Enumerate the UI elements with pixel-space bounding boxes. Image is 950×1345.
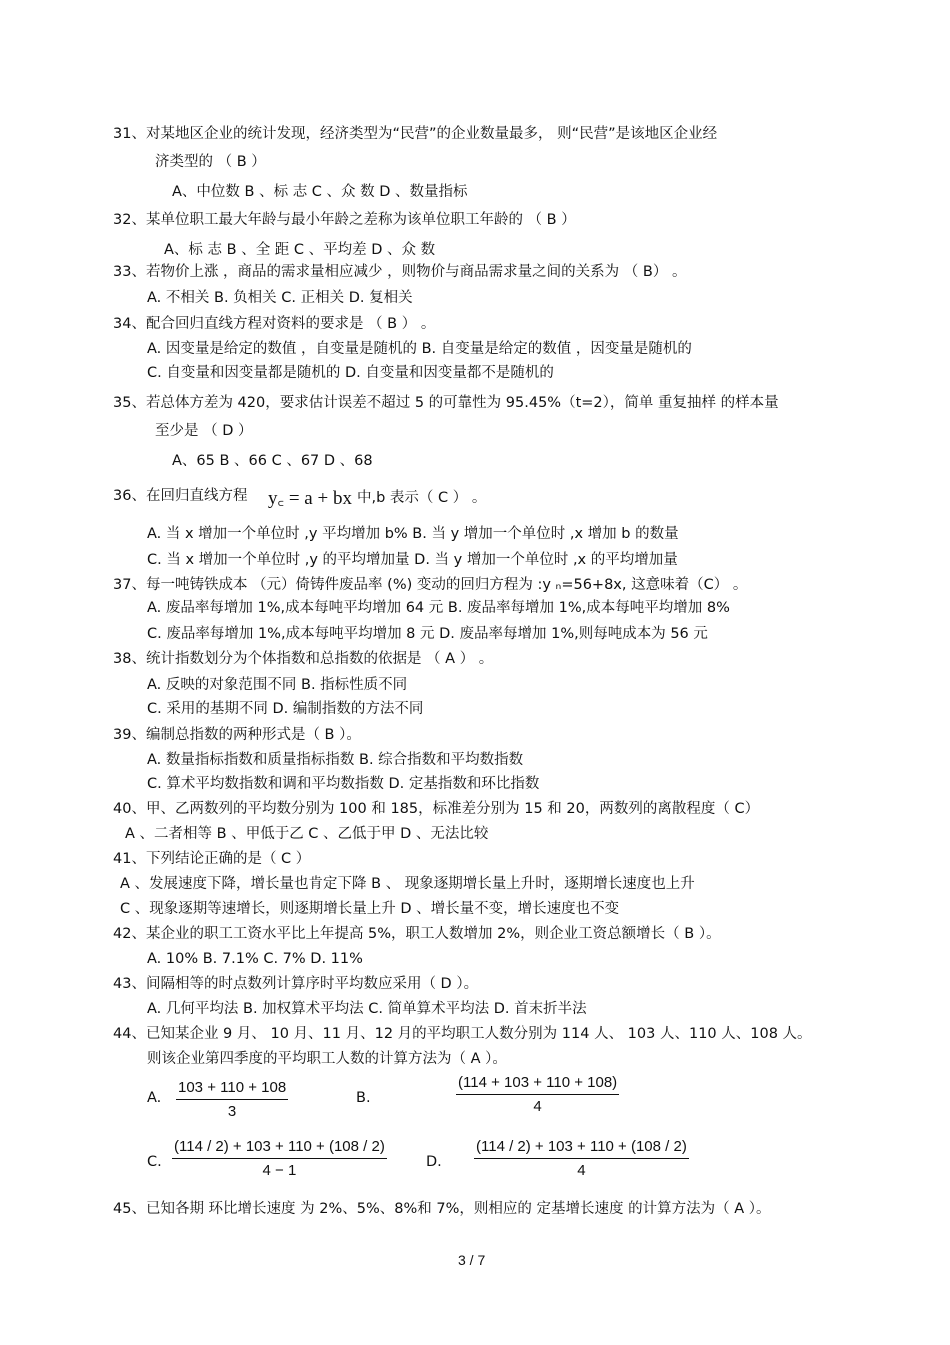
text-line: 济类型的 （ B ） (155, 154, 266, 170)
formula-fraction (474, 1138, 689, 1179)
text-line: 35、若总体方差为 420，要求估计误差不超过 5 的可靠性为 95.45%（t=2），简单 重复抽样 的样本量 (113, 395, 779, 411)
text-line: A. 废品率每增加 1%,成本每吨平均增加 64 元 B. 废品率每增加 1%,成本每吨平均增加 8% (147, 600, 730, 616)
text-line: 39、编制总指数的两种形式是（ B ）。 (113, 727, 361, 743)
equation-text: y꜀ = a + bx (268, 488, 352, 509)
text-line: A 、发展速度下降，增长量也肯定下降 B 、 现象逐期增长量上升时，逐期增长速度也上升 (120, 876, 695, 892)
text-line: A、标 志 B 、全 距 C 、平均差 D 、众 数 (164, 242, 436, 258)
text-line: C. 废品率每增加 1%,成本每吨平均增加 8 元 D. 废品率每增加 1%,则每吨成本为 56 元 (147, 626, 708, 642)
text-line: 41、下列结论正确的是（ C ） (113, 851, 311, 867)
text-line: 中,b 表示（ C ） 。 (357, 490, 487, 506)
text-line: A. 因变量是给定的数值 ，自变量是随机的 B. 自变量是给定的数值 ，因变量是随机的 (147, 341, 692, 357)
text-line: C. (147, 1154, 162, 1170)
text-line: 33、若物价上涨 ，商品的需求量相应减少 ，则物价与商品需求量之间的关系为 （ B） 。 (113, 264, 687, 280)
formula-fraction (176, 1079, 288, 1120)
text-line: 43、间隔相等的时点数列计算序时平均数应采用（ D ）。 (113, 976, 479, 992)
text-line: 34、配合回归直线方程对资料的要求是 （ B ） 。 (113, 316, 436, 332)
text-line: C. 当 x 增加一个单位时 ,y 的平均增加量 D. 当 y 增加一个单位时 ,x 的平均增加量 (147, 552, 678, 568)
text-line: 36、在回归直线方程 (113, 488, 248, 504)
fraction-denominator: 4 (577, 1162, 586, 1179)
regression-equation (268, 484, 352, 510)
fraction-numerator: (114 / 2) + 103 + 110 + (108 / 2) (474, 1138, 689, 1159)
text-line: C. 采用的基期不同 D. 编制指数的方法不同 (147, 701, 424, 717)
text-line: A、65 B 、66 C 、67 D 、68 (172, 453, 373, 469)
text-line: 38、统计指数划分为个体指数和总指数的依据是 （ A ） 。 (113, 651, 494, 667)
text-line: C 、现象逐期等速增长，则逐期增长量上升 D 、增长量不变，增长速度也不变 (120, 901, 620, 917)
fraction-denominator: 4 − 1 (262, 1162, 297, 1179)
text-line: 44、已知某企业 9 月、 10 月、11 月、12 月的平均职工人数分别为 114 人、 103 人、110 人、108 人。 (113, 1026, 812, 1042)
text-line: D. (426, 1154, 442, 1170)
fraction-numerator: (114 + 103 + 110 + 108) (456, 1074, 619, 1095)
text-line: 40、甲、乙两数列的平均数分别为 100 和 185，标准差分别为 15 和 20，两数列的离散程度（ C） (113, 801, 760, 817)
text-line: A. 几何平均法 B. 加权算术平均法 C. 简单算术平均法 D. 首末折半法 (147, 1001, 587, 1017)
text-line: 42、某企业的职工工资水平比上年提高 5%，职工人数增加 2%，则企业工资总额增长（ B ）。 (113, 926, 721, 942)
text-line: A 、二者相等 B 、甲低于乙 C 、乙低于甲 D 、无法比较 (125, 826, 489, 842)
text-line: A、中位数 B 、标 志 C 、众 数 D 、数量指标 (172, 184, 468, 200)
fraction-denominator: 4 (533, 1098, 542, 1115)
page-number: 3 / 7 (458, 1252, 486, 1268)
text-line: A. 反映的对象范围不同 B. 指标性质不同 (147, 677, 408, 693)
fraction-denominator: 3 (227, 1103, 237, 1120)
text-line: 32、某单位职工最大年龄与最小年龄之差称为该单位职工年龄的 （ B ） (113, 212, 576, 228)
text-line: A. 10% B. 7.1% C. 7% D. 11% (147, 951, 363, 967)
fraction-numerator: (114 / 2) + 103 + 110 + (108 / 2) (172, 1138, 387, 1159)
text-line: A. (147, 1090, 162, 1106)
text-line: C. 自变量和因变量都是随机的 D. 自变量和因变量都不是随机的 (147, 365, 554, 381)
text-line: 31、对某地区企业的统计发现，经济类型为“民营”的企业数量最多， 则“民营”是该地区企业经 (113, 126, 718, 142)
text-line: 45、已知各期 环比增长速度 为 2%、5%、8%和 7%，则相应的 定基增长速度 的计算方法为（ A ）。 (113, 1201, 771, 1217)
text-line: A. 不相关 B. 负相关 C. 正相关 D. 复相关 (147, 290, 413, 306)
text-line: B. (356, 1090, 371, 1106)
formula-fraction (172, 1138, 387, 1179)
text-line: 至少是 （ D ） (155, 423, 253, 439)
text-line: 则该企业第四季度的平均职工人数的计算方法为（ A ）。 (147, 1051, 507, 1067)
fraction-numerator: 103 + 110 + 108 (176, 1079, 288, 1100)
text-line: A. 当 x 增加一个单位时 ,y 平均增加 b% B. 当 y 增加一个单位时 ,x 增加 b 的数量 (147, 526, 679, 542)
formula-fraction (456, 1074, 619, 1115)
text-line: 37、每一吨铸铁成本 （元）倚铸件废品率 (%) 变动的回归方程为 :y ₙ=56+8x, 这意味着（C） 。 (113, 577, 748, 593)
text-line: A. 数量指标指数和质量指标指数 B. 综合指数和平均数指数 (147, 752, 524, 768)
text-line: C. 算术平均数指数和调和平均数指数 D. 定基指数和环比指数 (147, 776, 540, 792)
